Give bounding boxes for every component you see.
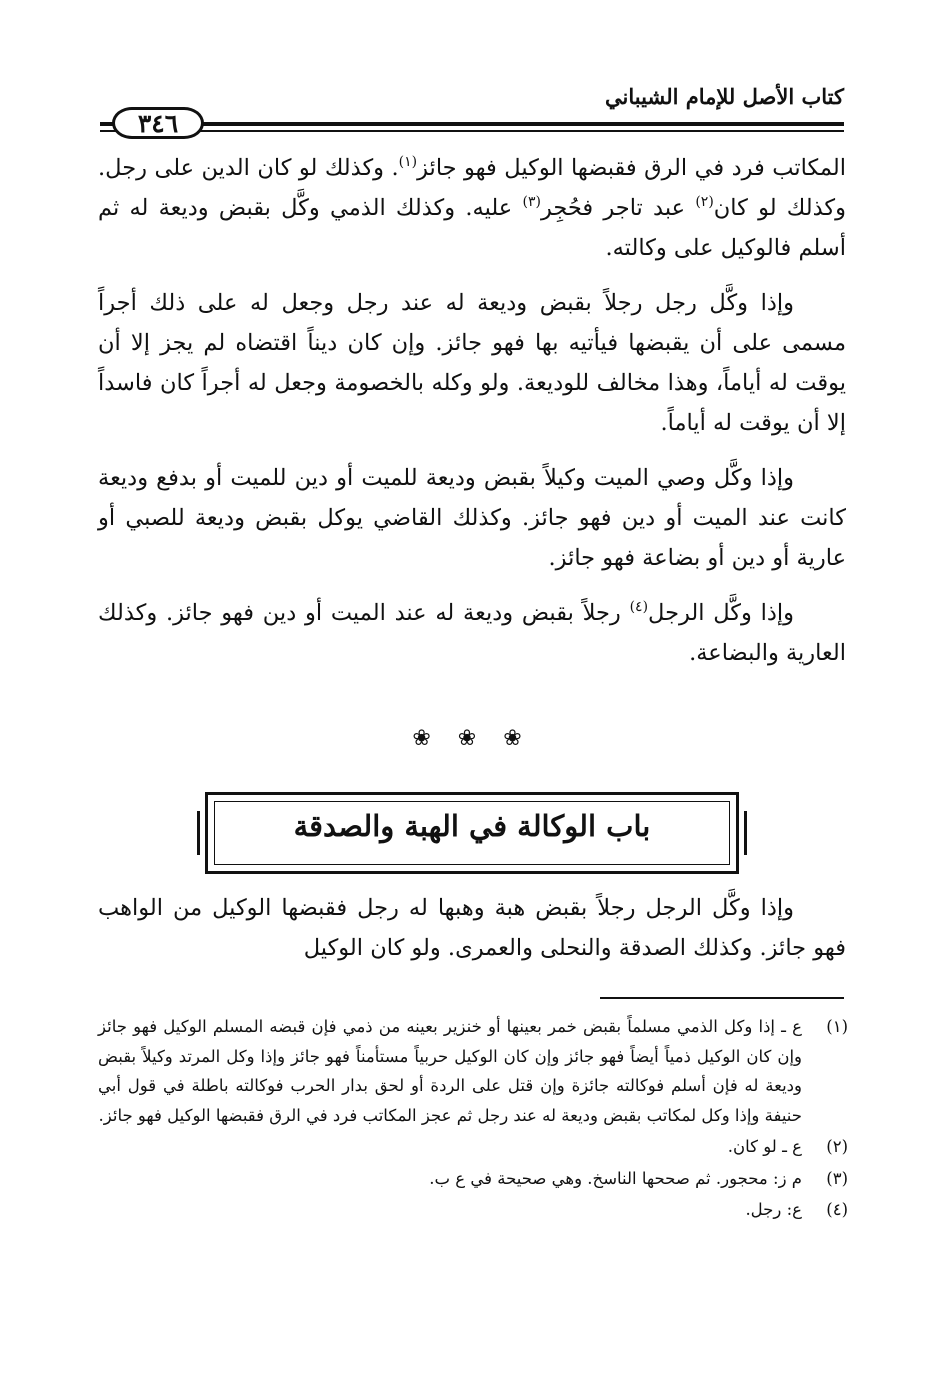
footnote-2 — [98, 1132, 848, 1162]
footnote-number: (٢) — [826, 1137, 848, 1156]
running-title: كتاب الأصل للإمام الشيباني — [605, 84, 844, 109]
text-run: عبد تاجر فحُجِر — [540, 195, 696, 221]
paragraph-3: وإذا وكَّل وصي الميت وكيلاً بقبض وديعة للميت أو دين للميت أو بدفع وديعة كانت عند الميت أو دين فهو جائز. وكذلك القاضي يوكل بقبض وديعة للصبي أو عارية أو دين أو بضاعة فهو جائز. — [98, 465, 846, 571]
footnote-3 — [98, 1164, 848, 1194]
text-run: . وكذلك لو كان الدين على رجل. وكذلك لو كان — [98, 155, 847, 221]
page-number: ٣٤٦ — [137, 108, 179, 138]
footnote-number: (٣) — [826, 1168, 848, 1188]
text-run: وإذا وكَّل الرجل — [648, 600, 795, 626]
footnote-4 — [98, 1195, 848, 1225]
footnote-ref-1[interactable]: (١) — [398, 154, 418, 170]
chapter-text — [98, 888, 846, 968]
section-ornament: ❀ ❀ ❀ — [412, 726, 532, 751]
text-run: المكاتب فرد في الرق فقبضها الوكيل فهو جائز — [417, 155, 846, 181]
footnote-text: م ز: محجور. ثم صححها الناسخ. وهي صحيحة في ع ب. — [429, 1168, 802, 1188]
footnote-number: (١) — [826, 1017, 848, 1036]
footnote-text: ع ـ إذا وكل الذمي مسلماً بقبض خمر بعينها أو خنزير بعينه من ذمي فإن قبضه المسلم الوكيل فهو جائز وإن كان الوكيل ذمياً أيضاً فهو جائز وإن كان الوكيل حربياً مستأمناً فهو جائز وإذا وكل المرتد وكيلاً بقبض وديعة له فإن أسلم فوكالته جائزة وإن قتل على الردة أو لحق بدار الحرب فوكالته باطلة في قول أبي حنيفة وإذا وكل لمكاتب بقبض وديعة له عند رجل ثم عجز المكاتب فرد في الرق فقبضها الوكيل فهو جائز. — [98, 1017, 802, 1125]
chapter-title: باب الوكالة في الهبة والصدقة — [293, 809, 651, 843]
header-rule-thin — [100, 130, 844, 132]
chapter-heading-frame — [205, 792, 739, 874]
text-run: رجلاً بقبض وديعة له عند الميت أو دين فهو جائز. وكذلك العارية والبضاعة. — [98, 600, 846, 666]
footnote-separator — [600, 997, 844, 999]
footnote-ref-2[interactable]: (٢) — [695, 194, 714, 210]
footnote-ref-4[interactable]: (٤) — [629, 599, 649, 615]
footnote-number: (٤) — [826, 1200, 848, 1219]
footnote-text: ع ـ لو كان. — [727, 1137, 802, 1156]
footnote-text: ع: رجل. — [745, 1200, 802, 1219]
header-rule-thick — [100, 122, 844, 126]
footnotes — [98, 1012, 848, 1227]
paragraph-4 — [98, 593, 846, 673]
paragraph-1 — [98, 148, 846, 268]
footnote-1 — [98, 1012, 848, 1130]
main-text — [98, 148, 846, 688]
page-number-badge — [112, 107, 204, 139]
footnote-ref-3[interactable]: (٣) — [522, 194, 541, 210]
text-run: عليه. وكذلك الذمي وكَّل بقبض وديعة له ثم أسلم فالوكيل على وكالته. — [98, 195, 846, 261]
chapter-paragraph-1: وإذا وكَّل الرجل رجلاً بقبض هبة وهبها له رجل فقبضها الوكيل من الواهب فهو جائز. وكذلك الصدقة والنحلى والعمرى. ولو كان الوكيل — [98, 895, 846, 961]
paragraph-2: وإذا وكَّل رجل رجلاً بقبض وديعة له عند رجل وجعل له على ذلك أجراً مسمى على أن يقبضها فيأتيه بها فهو جائز. وإن كان ديناً اقتضاه لم يجز إلا أن يوقت له أياماً، وهذا مخالف للوديعة. ولو وكله بالخصومة وجعل له أجراً كان فاسداً إلا أن يوقت له أياماً. — [98, 290, 846, 436]
